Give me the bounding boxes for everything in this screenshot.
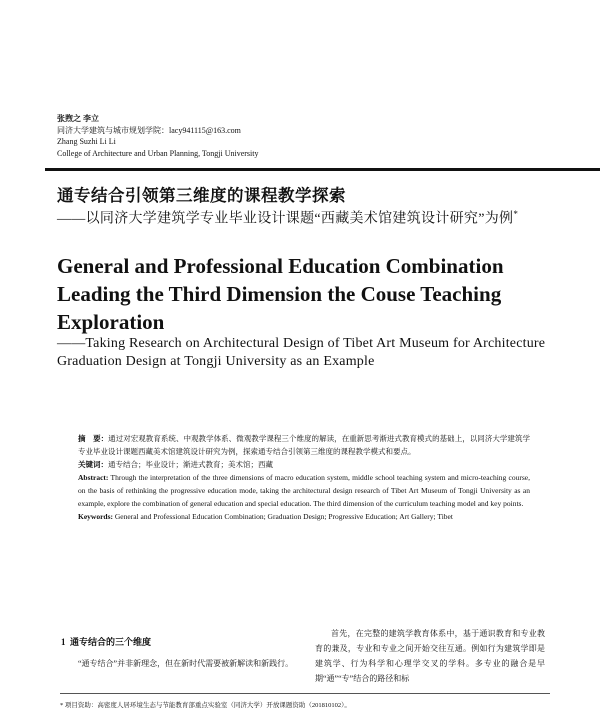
- author-names-cn: 张煦之 李立: [57, 114, 99, 123]
- header-rule: [45, 168, 600, 171]
- keywords-cn: [78, 458, 530, 471]
- keywords-cn-label: 关键词：: [78, 460, 108, 469]
- keywords-cn-text: 通专结合；毕业设计；渐进式教育；美术馆；西藏: [108, 460, 273, 469]
- subtitle-cn-text: ——以同济大学建筑学专业毕业设计课题“西藏美术馆建筑设计研究”为例: [57, 211, 514, 227]
- section-heading: [61, 635, 151, 648]
- subtitle-cn: [57, 204, 527, 230]
- keywords-en-label: Keywords:: [78, 512, 113, 521]
- footnote: * 项目资助：高密度人居环境生态与节能教育部重点实验室（同济大学）开放课题资助（201810102）。: [60, 702, 351, 709]
- author-block: [57, 113, 258, 159]
- body-left-paragraph: “通专结合”并非新理念，但在新时代需要被新解读和新践行。: [78, 659, 294, 668]
- title-en: General and Professional Education Combination Leading the Third Dimension the Couse Teaching Exploration: [57, 254, 504, 334]
- abstract-en-text: Through the interpretation of the three dimensions of macro education system, middle school teaching system and micro-teaching course, on the basis of rethinking the progressive education mode, taking the architectural design research of Tibet Art Museum of Tongji University as an example, explore the combination of general education and special education. The third dimension of the curriculum teaching model and key points.: [78, 473, 530, 508]
- abstract-en-label: Abstract:: [78, 473, 109, 482]
- author-affiliation-en: College of Architecture and Urban Planning, Tongji University: [57, 148, 259, 158]
- abstract-cn: [78, 432, 530, 458]
- abstract-block: [78, 432, 530, 523]
- author-affiliation-cn: 同济大学建筑与城市规划学院：lacy941115@163.com: [57, 125, 241, 135]
- keywords-en-text: General and Professional Education Combination; Graduation Design; Progressive Education; Art Gallery; Tibet: [114, 512, 453, 521]
- keywords-en: [78, 510, 530, 523]
- section-number: 1: [61, 637, 66, 647]
- subtitle-en: ——Taking Research on Architectural Design of Tibet Art Museum for Architecture Graduation Design at Tongji University as an Example: [57, 336, 546, 369]
- abstract-cn-text: 通过对宏观教育系统、中观教学体系、微观教学课程三个维度的解读，在重新思考渐进式教育模式的基础上，以同济大学建筑学专业毕业设计课题西藏美术馆建筑设计研究为例，探索通专结合引领第三维度的课程教学模式和要点。: [78, 434, 531, 456]
- title-cn: 通专结合引领第三维度的课程教学探索: [57, 186, 346, 205]
- section-title: 通专结合的三个维度: [70, 637, 152, 647]
- subtitle-cn-footnote-marker: *: [513, 209, 519, 219]
- footnote-rule: [60, 693, 550, 694]
- abstract-cn-label: 摘 要：: [78, 434, 109, 443]
- author-names-en: Zhang Suzhi Li Li: [57, 137, 116, 146]
- abstract-en: [78, 471, 530, 510]
- body-right-paragraph: 首先，在完整的建筑学教育体系中，基于通识教育和专业教育的兼及，专业和专业之间开始交往互通。例如行为建筑学即是建筑学、行为科学和心理学交叉的学科。多专业的融合是早期“通”“专”结合的路径和标: [315, 629, 545, 683]
